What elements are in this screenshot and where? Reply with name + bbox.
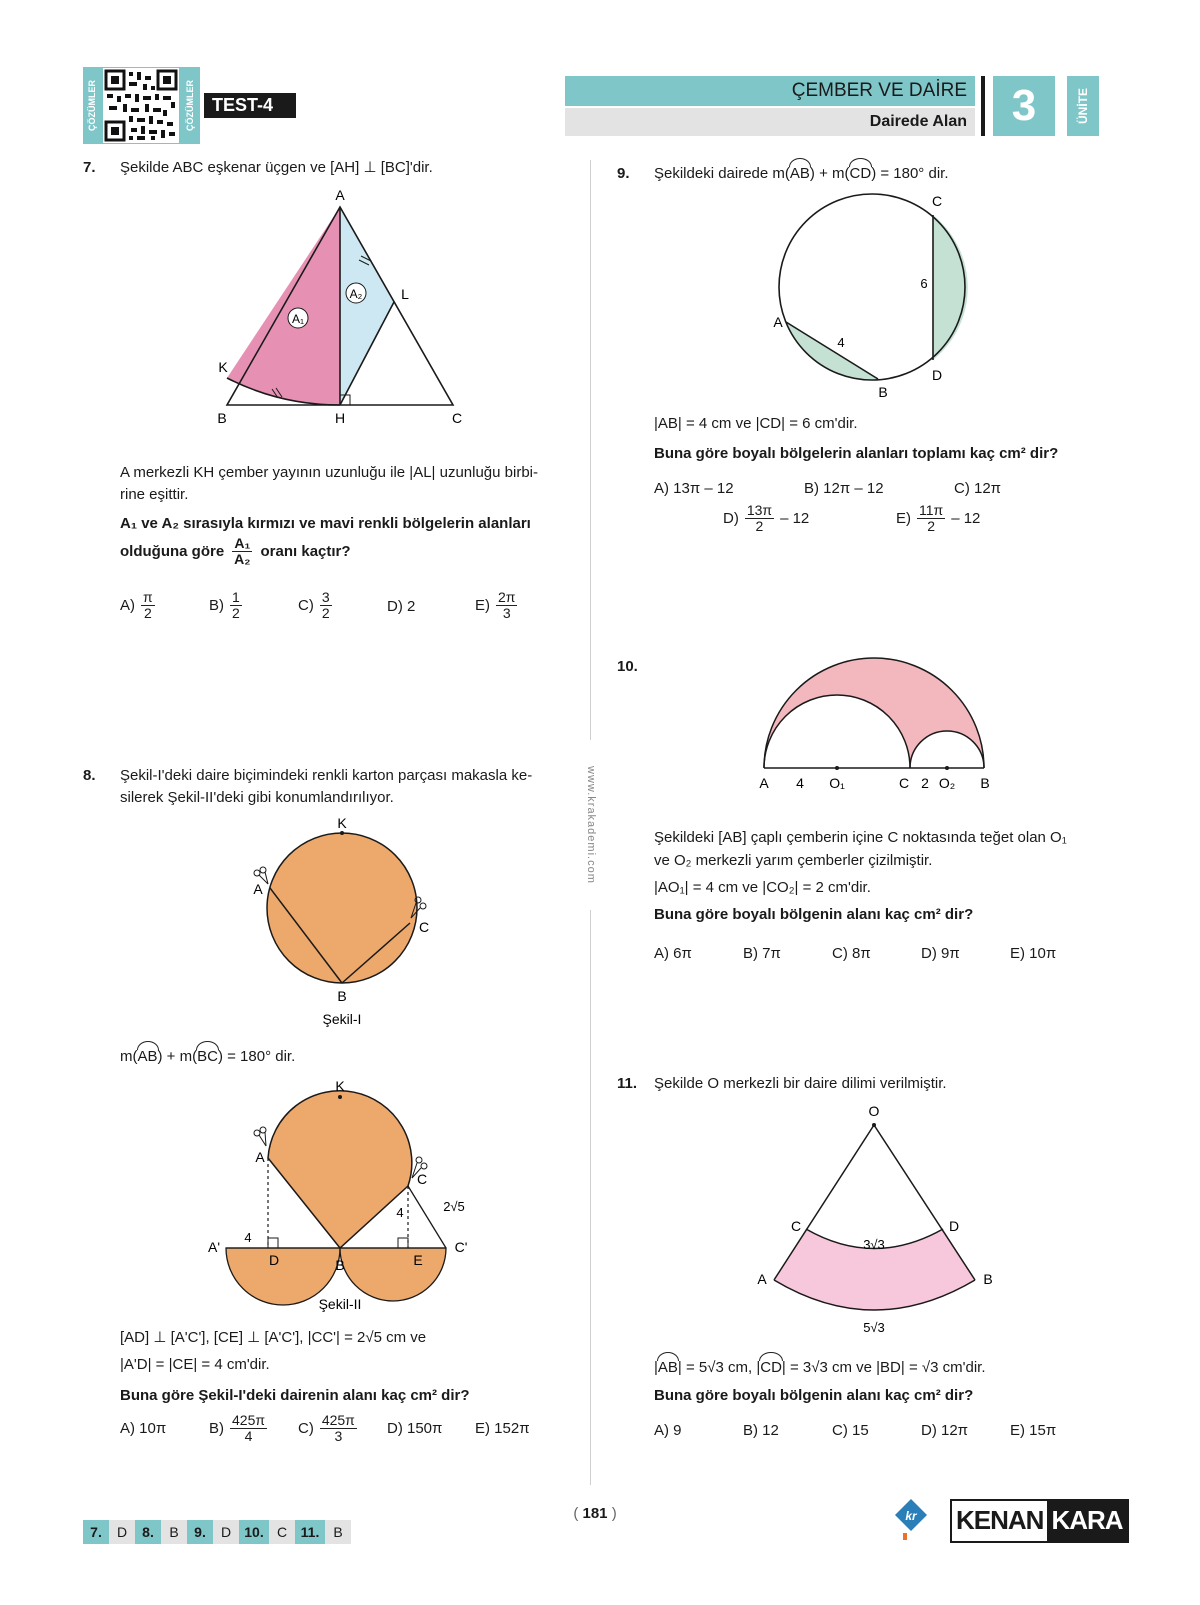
- svg-text:kr: kr: [905, 1509, 917, 1523]
- q7-question-line1: A₁ ve A₂ sırasıyla kırmızı ve mavi renkli bölgelerin alanları: [120, 515, 531, 532]
- q8-fig2-caption: Şekil-II: [318, 1296, 362, 1312]
- q9-label-c: C: [931, 193, 943, 209]
- q8-text-line1: Şekil-I'deki daire biçimindeki renkli karton parçası makasla ke-: [120, 767, 533, 784]
- q10-shaded-region: [764, 658, 984, 768]
- q11-point-o: [872, 1123, 876, 1127]
- unit-number: 3: [993, 76, 1055, 136]
- q10-label-c: C: [898, 775, 910, 791]
- q7-label-a2: A₂: [349, 287, 363, 301]
- cozumler-left-label: ÇÖZÜMLER: [87, 80, 97, 131]
- q7-option-d[interactable]: D) 2: [387, 598, 416, 615]
- q8-option-d[interactable]: D) 150π: [387, 1420, 443, 1437]
- qr-code[interactable]: [103, 68, 179, 143]
- q10-label-a: A: [759, 775, 769, 791]
- answer-q7: 7.: [83, 1520, 109, 1544]
- q8-fig2-label-a-prime: A': [207, 1239, 221, 1255]
- q11-given: |AB| = 5√3 cm, |CD| = 3√3 cm ve |BD| = √3 cm'dir.: [654, 1357, 986, 1379]
- q8-fig2-segment-cc: [408, 1186, 446, 1248]
- header-divider: [981, 76, 985, 136]
- q8-fig2-label-a: A: [255, 1149, 265, 1165]
- q7-option-c[interactable]: C) $\frac{3}{2}$: [298, 589, 330, 621]
- q8-fig2-label-b: B: [335, 1257, 345, 1273]
- q8-fig1-point-k: [340, 831, 344, 835]
- q9-len-cd: 6: [920, 276, 928, 291]
- answer-a9: D: [213, 1520, 239, 1544]
- q9-option-a[interactable]: A) 13π – 12: [654, 480, 734, 497]
- q7-figure: [210, 185, 470, 430]
- answer-a8: B: [161, 1520, 187, 1544]
- subtopic-title: Dairede Alan: [869, 113, 967, 130]
- q7-option-a[interactable]: A) $\frac{\pi}{2}$: [120, 589, 153, 621]
- answer-q10: 10.: [239, 1520, 269, 1544]
- q11-option-d[interactable]: D) 12π: [921, 1422, 969, 1439]
- q11-option-c[interactable]: C) 15: [832, 1422, 869, 1439]
- q10-label-b: B: [980, 775, 990, 791]
- q7-label-a: A: [335, 187, 345, 203]
- q11-label-a: A: [757, 1271, 767, 1287]
- q8-fig2-len-ce: 4: [396, 1205, 404, 1220]
- q8-fig2-label-e: E: [413, 1252, 423, 1268]
- q10-len-4: 4: [796, 775, 804, 791]
- q7-option-e[interactable]: E) $\frac{2\pi}{3}$: [475, 589, 516, 621]
- q9-given: |AB| = 4 cm ve |CD| = 6 cm'dir.: [654, 415, 858, 432]
- topic-title: ÇEMBER VE DAİRE: [791, 80, 967, 101]
- q9-label-b: B: [878, 384, 888, 400]
- q8-fig1-label-b: B: [337, 988, 347, 1004]
- q9-intro: Şekildeki dairede m(AB) + m(CD) = 180° dir.: [654, 163, 948, 185]
- q11-len-outer: 5√3: [863, 1320, 885, 1335]
- q8-number: 8.: [83, 767, 96, 784]
- q10-label-o2: O₂: [938, 775, 956, 791]
- cozumler-right-label: ÇÖZÜMLER: [185, 80, 195, 131]
- brand-logo-icon: [893, 1497, 929, 1541]
- q7-label-k: K: [218, 359, 228, 375]
- q8-fig1-caption: Şekil-I: [322, 1011, 362, 1027]
- q8-option-a[interactable]: A) 10π: [120, 1420, 167, 1437]
- answer-a10: C: [269, 1520, 295, 1544]
- answer-q9: 9.: [187, 1520, 213, 1544]
- q8-fig2-label-c-prime: C': [454, 1239, 468, 1255]
- q7-label-c: C: [451, 410, 463, 426]
- q10-point-o1: [835, 766, 839, 770]
- q9-label-a: A: [773, 314, 783, 330]
- q11-label-o: O: [868, 1103, 880, 1119]
- q7-text-line2: rine eşittir.: [120, 486, 189, 503]
- q11-label-d: D: [948, 1218, 960, 1234]
- q10-question: Buna göre boyalı bölgenin alanı kaç cm² dir?: [654, 906, 974, 923]
- q7-label-a1: A₁: [291, 312, 305, 326]
- q8-fig2-len-ad: 4: [244, 1230, 252, 1245]
- q8-figure-2: [200, 1078, 480, 1318]
- q8-fig2-sector: [268, 1091, 412, 1248]
- q9-option-b[interactable]: B) 12π – 12: [804, 480, 884, 497]
- q10-option-c[interactable]: C) 8π: [832, 945, 871, 962]
- q8-arc-condition: m(AB) + m(BC) = 180° dir.: [120, 1046, 295, 1068]
- q8-condition-line2: |A'D| = |CE| = 4 cm'dir.: [120, 1356, 270, 1373]
- q8-fig2-right-angle-d: [268, 1238, 278, 1248]
- q7-label-h: H: [334, 410, 346, 426]
- q11-len-inner: 3√3: [863, 1237, 885, 1252]
- side-url: www.krakademi.com: [583, 740, 599, 910]
- q11-option-b[interactable]: B) 12: [743, 1422, 779, 1439]
- q8-fig2-cap-right: [340, 1248, 446, 1301]
- q8-fig2-label-c: C: [416, 1171, 428, 1187]
- q10-option-b[interactable]: B) 7π: [743, 945, 781, 962]
- q7-ratio: $\frac{\text{A₁}}{\text{A₂}}$: [234, 535, 251, 567]
- q11-figure: [750, 1100, 1000, 1340]
- q8-fig1-label-k: K: [337, 818, 347, 831]
- answer-a7: D: [109, 1520, 135, 1544]
- q7-text-line1: A merkezli KH çember yayının uzunluğu ile |AL| uzunluğu birbi-: [120, 464, 539, 481]
- q9-len-ab: 4: [837, 335, 845, 350]
- q10-figure: [750, 650, 1000, 800]
- q8-fig2-right-angle-e: [398, 1238, 408, 1248]
- q7-number: 7.: [83, 159, 96, 176]
- answer-q11: 11.: [295, 1520, 325, 1544]
- q10-text-line1: Şekildeki [AB] çaplı çemberin içine C noktasında teğet olan O₁: [654, 829, 1067, 846]
- q9-label-d: D: [931, 367, 943, 383]
- q7-label-l: L: [401, 286, 409, 302]
- answer-q8: 8.: [135, 1520, 161, 1544]
- q10-len-2: 2: [921, 775, 929, 791]
- q8-option-e[interactable]: E) 152π: [475, 1420, 530, 1437]
- q10-point-o2: [945, 766, 949, 770]
- scissors-icon: [254, 1127, 266, 1146]
- q8-text-line2: silerek Şekil-II'deki gibi konumlandırılıyor.: [120, 789, 394, 806]
- q8-option-c[interactable]: C) $\frac{425\pi}{3}$: [298, 1412, 355, 1444]
- q8-fig2-point-k: [338, 1095, 342, 1099]
- q11-option-a[interactable]: A) 9: [654, 1422, 682, 1439]
- q11-label-c: C: [790, 1218, 802, 1234]
- q8-fig2-label-d: D: [268, 1252, 280, 1268]
- q9-option-c[interactable]: C) 12π: [954, 480, 1002, 497]
- q11-number: 11.: [617, 1075, 638, 1092]
- q8-fig1-label-c: C: [418, 919, 430, 935]
- q10-label-o1: O₁: [829, 775, 845, 791]
- q9-option-d[interactable]: D) $\frac{13\pi}{2}$ – 12: [723, 502, 810, 534]
- q9-number: 9.: [617, 165, 630, 182]
- q11-label-b: B: [983, 1271, 993, 1287]
- q8-fig1-circle: [267, 833, 417, 983]
- q10-number: 10.: [617, 658, 638, 675]
- brand-name: KENAN KARA: [950, 1499, 1129, 1543]
- q10-text-line3: |AO₁| = 4 cm ve |CO₂| = 2 cm'dir.: [654, 879, 871, 896]
- q8-fig2-len-cc: 2√5: [443, 1199, 465, 1214]
- q10-option-a[interactable]: A) 6π: [654, 945, 692, 962]
- q11-intro: Şekilde O merkezli bir daire dilimi verilmiştir.: [654, 1075, 947, 1092]
- q9-question: Buna göre boyalı bölgelerin alanları toplamı kaç cm² dir?: [654, 445, 1059, 462]
- q7-question-line2: olduğuna göre $\frac{\text{A₁}}{\text{A₂}}$ oranı kaçtır?: [120, 535, 351, 567]
- q7-option-b[interactable]: B) $\frac{1}{2}$: [209, 589, 240, 621]
- page-number: ( 181 ): [573, 1505, 617, 1522]
- q8-option-b[interactable]: B) $\frac{425\pi}{4}$: [209, 1412, 266, 1444]
- q7-region-a2: [340, 207, 394, 405]
- test-label: TEST-4: [204, 93, 296, 118]
- q10-text-line2: ve O₂ merkezli yarım çemberler çizilmiştir.: [654, 852, 933, 869]
- answer-a11: B: [325, 1520, 351, 1544]
- q9-option-e[interactable]: E) $\frac{11\pi}{2}$ – 12: [896, 502, 981, 534]
- q9-figure: [770, 190, 980, 405]
- q8-fig1-label-a: A: [253, 881, 263, 897]
- q11-option-e[interactable]: E) 15π: [1010, 1422, 1057, 1439]
- q8-question: Buna göre Şekil-I'deki dairenin alanı kaç cm² dir?: [120, 1387, 470, 1404]
- q11-question: Buna göre boyalı bölgenin alanı kaç cm² dir?: [654, 1387, 974, 1404]
- q8-figure-1: [240, 818, 440, 1028]
- unit-label: ÜNİTE: [1067, 76, 1099, 136]
- q10-option-e[interactable]: E) 10π: [1010, 945, 1057, 962]
- q7-intro: Şekilde ABC eşkenar üçgen ve [AH] ⊥ [BC]'dir.: [120, 159, 433, 176]
- q10-option-d[interactable]: D) 9π: [921, 945, 960, 962]
- q8-fig2-label-k: K: [335, 1078, 345, 1094]
- q8-condition-line1: [AD] ⊥ [A'C'], [CE] ⊥ [A'C'], |CC'| = 2√5 cm ve: [120, 1329, 427, 1346]
- q7-label-b: B: [217, 410, 227, 426]
